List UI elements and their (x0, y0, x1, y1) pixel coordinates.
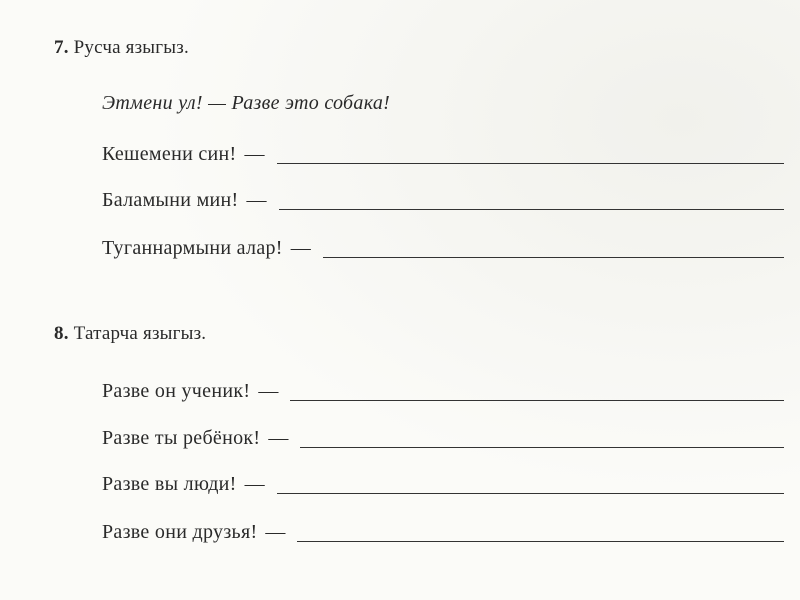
item-prompt: Туганнармыни алар! (102, 237, 283, 259)
exercise-8-item-1 (102, 373, 784, 403)
exercise-7-number: 7. (54, 37, 69, 58)
exercise-7-instruction: Русча языгыз. (73, 37, 189, 58)
item-dash: — (244, 473, 265, 495)
answer-line[interactable] (279, 191, 784, 210)
item-dash: — (290, 237, 311, 259)
exercise-7-item-3 (102, 230, 784, 260)
exercise-8-number: 8. (54, 323, 69, 344)
answer-line[interactable] (300, 429, 784, 448)
exercise-7-item-1 (102, 136, 784, 166)
exercise-8-item-3 (102, 466, 784, 496)
exercise-8-header (54, 323, 206, 345)
item-dash: — (258, 380, 279, 402)
exercise-8-instruction: Татарча языгыз. (73, 323, 207, 344)
exercise-8-item-4 (102, 514, 784, 544)
item-prompt: Кешемени син! (102, 143, 237, 165)
item-dash: — (246, 189, 267, 211)
item-dash: — (268, 427, 289, 449)
answer-line[interactable] (323, 239, 784, 258)
answer-line[interactable] (277, 475, 784, 494)
exercise-7-item-2 (102, 182, 784, 212)
item-dash: — (244, 143, 265, 165)
exercise-7-example: Этмени ул! — Разве это собака! (102, 92, 391, 114)
exercise-8-item-2 (102, 420, 784, 450)
item-prompt: Разве вы люди! (102, 473, 237, 495)
item-prompt: Баламыни мин! (102, 189, 239, 211)
item-dash: — (265, 521, 286, 543)
answer-line[interactable] (290, 382, 784, 401)
exercise-7-header (54, 37, 189, 59)
item-prompt: Разве ты ребёнок! (102, 427, 261, 449)
item-prompt: Разве они друзья! (102, 521, 258, 543)
answer-line[interactable] (277, 145, 784, 164)
item-prompt: Разве он ученик! (102, 380, 251, 402)
answer-line[interactable] (297, 523, 784, 542)
